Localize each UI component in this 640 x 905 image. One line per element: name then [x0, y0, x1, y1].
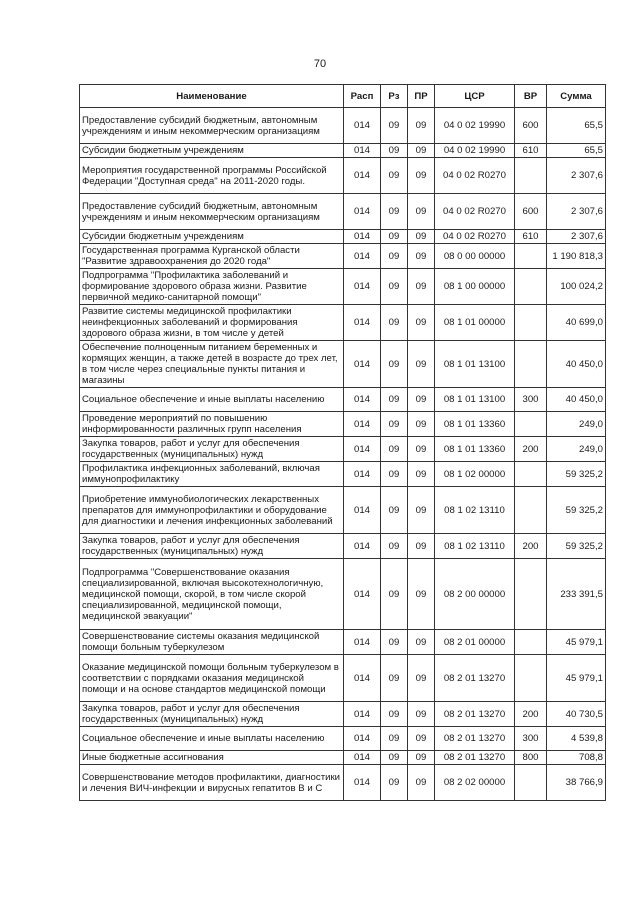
table-row	[80, 534, 606, 559]
table-cell-vr	[515, 630, 547, 655]
table-cell-vr: 610	[515, 144, 547, 158]
table-row	[80, 158, 606, 194]
column-header-vr: ВР	[515, 85, 547, 108]
table-cell-rz: 09	[381, 269, 408, 305]
table-cell-csr: 08 1 00 00000	[435, 269, 515, 305]
table-cell-sum: 708,8	[547, 751, 606, 765]
table-header-row	[80, 85, 606, 108]
table-cell-rz: 09	[381, 341, 408, 388]
table-cell-name: Предоставление субсидий бюджетным, автономным учреждениям и иным некоммерческим организациям	[80, 194, 344, 230]
table-cell-rz: 09	[381, 534, 408, 559]
table-cell-pr: 09	[408, 534, 435, 559]
table-cell-vr	[515, 158, 547, 194]
table-row	[80, 305, 606, 341]
table-cell-csr: 08 2 02 00000	[435, 765, 515, 801]
table-cell-csr: 04 0 02 R0270	[435, 158, 515, 194]
table-row	[80, 244, 606, 269]
table-cell-name: Субсидии бюджетным учреждениям	[80, 230, 344, 244]
table-cell-sum: 2 307,6	[547, 158, 606, 194]
table-cell-csr: 08 2 01 13270	[435, 727, 515, 751]
table-cell-vr	[515, 269, 547, 305]
page-number: 70	[313, 58, 327, 70]
table-cell-csr: 08 1 01 13100	[435, 388, 515, 412]
table-cell-rz: 09	[381, 765, 408, 801]
table-cell-pr: 09	[408, 194, 435, 230]
table-cell-rz: 09	[381, 194, 408, 230]
table-cell-pr: 09	[408, 144, 435, 158]
table-cell-vr: 200	[515, 534, 547, 559]
table-cell-vr	[515, 244, 547, 269]
table-cell-vr: 300	[515, 388, 547, 412]
table-row	[80, 269, 606, 305]
table-cell-rz: 09	[381, 108, 408, 144]
table-cell-sum: 65,5	[547, 144, 606, 158]
table-cell-rasp: 014	[344, 534, 381, 559]
table-cell-sum: 40 450,0	[547, 341, 606, 388]
table-cell-pr: 09	[408, 702, 435, 727]
table-cell-csr: 08 1 01 13100	[435, 341, 515, 388]
table-cell-rasp: 014	[344, 341, 381, 388]
column-header-csr: ЦСР	[435, 85, 515, 108]
table-cell-name: Закупка товаров, работ и услуг для обеспечения государственных (муниципальных) нужд	[80, 534, 344, 559]
table-cell-sum: 100 024,2	[547, 269, 606, 305]
table-cell-rz: 09	[381, 487, 408, 534]
column-header-rz: Рз	[381, 85, 408, 108]
table-cell-pr: 09	[408, 727, 435, 751]
table-cell-rz: 09	[381, 655, 408, 702]
table-cell-name: Развитие системы медицинской профилактики неинфекционных заболеваний и формирования здорового образа жизни, в том числе у детей	[80, 305, 344, 341]
table-cell-rz: 09	[381, 230, 408, 244]
table-cell-sum: 1 190 818,3	[547, 244, 606, 269]
table-cell-pr: 09	[408, 108, 435, 144]
table-cell-name: Профилактика инфекционных заболеваний, включая иммунопрофилактику	[80, 462, 344, 487]
table-cell-name: Предоставление субсидий бюджетным, автономным учреждениям и иным некоммерческим организациям	[80, 108, 344, 144]
table-cell-rasp: 014	[344, 462, 381, 487]
table-cell-rz: 09	[381, 751, 408, 765]
table-row	[80, 751, 606, 765]
table-cell-sum: 59 325,2	[547, 534, 606, 559]
table-cell-name: Закупка товаров, работ и услуг для обеспечения государственных (муниципальных) нужд	[80, 702, 344, 727]
table-row	[80, 559, 606, 630]
table-cell-name: Проведение мероприятий по повышению информированности различных групп населения	[80, 412, 344, 437]
table-cell-sum: 65,5	[547, 108, 606, 144]
table-cell-name: Иные бюджетные ассигнования	[80, 751, 344, 765]
table-cell-sum: 59 325,2	[547, 487, 606, 534]
table-cell-sum: 45 979,1	[547, 630, 606, 655]
table-row	[80, 765, 606, 801]
table-cell-sum: 59 325,2	[547, 462, 606, 487]
table-cell-pr: 09	[408, 269, 435, 305]
table-cell-rz: 09	[381, 244, 408, 269]
table-cell-rasp: 014	[344, 305, 381, 341]
table-cell-rz: 09	[381, 144, 408, 158]
table-cell-csr: 08 1 02 13110	[435, 487, 515, 534]
table-cell-rasp: 014	[344, 630, 381, 655]
table-cell-name: Субсидии бюджетным учреждениям	[80, 144, 344, 158]
table-cell-sum: 249,0	[547, 412, 606, 437]
table-cell-vr	[515, 487, 547, 534]
table-cell-csr: 04 0 02 19990	[435, 108, 515, 144]
table-cell-pr: 09	[408, 437, 435, 462]
table-cell-rz: 09	[381, 158, 408, 194]
table-cell-rasp: 014	[344, 269, 381, 305]
table-cell-rasp: 014	[344, 655, 381, 702]
table-row	[80, 487, 606, 534]
table-cell-vr: 600	[515, 194, 547, 230]
table-cell-rasp: 014	[344, 559, 381, 630]
table-cell-pr: 09	[408, 751, 435, 765]
table-cell-pr: 09	[408, 559, 435, 630]
table-cell-csr: 08 2 01 00000	[435, 630, 515, 655]
table-cell-sum: 249,0	[547, 437, 606, 462]
table-cell-vr	[515, 305, 547, 341]
column-header-sum: Сумма	[547, 85, 606, 108]
table-cell-pr: 09	[408, 388, 435, 412]
table-cell-vr	[515, 462, 547, 487]
table-row	[80, 702, 606, 727]
column-header-name: Наименование	[80, 85, 344, 108]
table-row	[80, 144, 606, 158]
table-cell-pr: 09	[408, 487, 435, 534]
table-cell-rasp: 014	[344, 194, 381, 230]
table-cell-name: Социальное обеспечение и иные выплаты населению	[80, 388, 344, 412]
table-row	[80, 437, 606, 462]
table-cell-csr: 08 2 00 00000	[435, 559, 515, 630]
table-cell-pr: 09	[408, 462, 435, 487]
table-cell-vr: 200	[515, 437, 547, 462]
table-row	[80, 341, 606, 388]
table-cell-vr	[515, 655, 547, 702]
table-cell-rasp: 014	[344, 727, 381, 751]
table-row	[80, 630, 606, 655]
table-cell-rz: 09	[381, 462, 408, 487]
table-cell-rasp: 014	[344, 388, 381, 412]
table-row	[80, 388, 606, 412]
table-cell-csr: 08 1 01 00000	[435, 305, 515, 341]
table-cell-vr: 300	[515, 727, 547, 751]
table-cell-csr: 08 2 01 13270	[435, 751, 515, 765]
table-cell-vr: 200	[515, 702, 547, 727]
table-cell-pr: 09	[408, 230, 435, 244]
table-cell-pr: 09	[408, 244, 435, 269]
table-cell-csr: 08 0 00 00000	[435, 244, 515, 269]
table-cell-vr: 610	[515, 230, 547, 244]
table-cell-csr: 08 1 02 00000	[435, 462, 515, 487]
table-cell-name: Совершенствование методов профилактики, диагностики и лечения ВИЧ-инфекции и вирусных гепатитов В и С	[80, 765, 344, 801]
table-cell-csr: 04 0 02 R0270	[435, 194, 515, 230]
table-cell-csr: 08 2 01 13270	[435, 702, 515, 727]
table-cell-rasp: 014	[344, 437, 381, 462]
table-row	[80, 727, 606, 751]
table-cell-rasp: 014	[344, 751, 381, 765]
table-cell-rz: 09	[381, 630, 408, 655]
table-cell-name: Совершенствование системы оказания медицинской помощи больным туберкулезом	[80, 630, 344, 655]
table-cell-rz: 09	[381, 437, 408, 462]
table-cell-rasp: 014	[344, 702, 381, 727]
table-cell-name: Мероприятия государственной программы Российской Федерации "Доступная среда" на 2011-2020 годы.	[80, 158, 344, 194]
table-cell-rasp: 014	[344, 144, 381, 158]
table-cell-name: Закупка товаров, работ и услуг для обеспечения государственных (муниципальных) нужд	[80, 437, 344, 462]
table-cell-sum: 40 699,0	[547, 305, 606, 341]
table-cell-rasp: 014	[344, 244, 381, 269]
table-cell-rz: 09	[381, 702, 408, 727]
table-cell-csr: 08 1 02 13110	[435, 534, 515, 559]
table-cell-rz: 09	[381, 559, 408, 630]
table-cell-pr: 09	[408, 341, 435, 388]
table-row	[80, 108, 606, 144]
table-row	[80, 655, 606, 702]
table-cell-rz: 09	[381, 305, 408, 341]
table-cell-sum: 2 307,6	[547, 194, 606, 230]
table-cell-rasp: 014	[344, 158, 381, 194]
table-cell-sum: 233 391,5	[547, 559, 606, 630]
table-cell-csr: 04 0 02 19990	[435, 144, 515, 158]
table-cell-pr: 09	[408, 305, 435, 341]
table-cell-rasp: 014	[344, 230, 381, 244]
table-cell-pr: 09	[408, 630, 435, 655]
table-cell-sum: 4 539,8	[547, 727, 606, 751]
table-cell-name: Обеспечение полноценным питанием беременных и кормящих женщин, а также детей в возрасте до трех лет, в том числе через специальные пункты питания и магазины	[80, 341, 344, 388]
table-cell-name: Приобретение иммунобиологических лекарственных препаратов для иммунопрофилактики и оборудование для диагностики и лечения инфекционных заболеваний	[80, 487, 344, 534]
table-row	[80, 412, 606, 437]
column-header-pr: ПР	[408, 85, 435, 108]
table-cell-vr	[515, 765, 547, 801]
table-cell-name: Подпрограмма "Совершенствование оказания специализированной, включая высокотехнологичную, медицинской помощи, скорой, в том числе скорой специализированной, медицинской помощи, медицинской эвакуации"	[80, 559, 344, 630]
table-cell-vr	[515, 341, 547, 388]
table-cell-vr	[515, 559, 547, 630]
table-cell-rasp: 014	[344, 108, 381, 144]
table-cell-rz: 09	[381, 388, 408, 412]
table-cell-csr: 04 0 02 R0270	[435, 230, 515, 244]
table-cell-sum: 40 450,0	[547, 388, 606, 412]
budget-table	[79, 84, 606, 801]
column-header-rasp: Расп	[344, 85, 381, 108]
table-row	[80, 230, 606, 244]
table-cell-pr: 09	[408, 412, 435, 437]
table-cell-rz: 09	[381, 727, 408, 751]
table-cell-csr: 08 1 01 13360	[435, 412, 515, 437]
table-cell-pr: 09	[408, 655, 435, 702]
table-cell-rz: 09	[381, 412, 408, 437]
table-cell-sum: 38 766,9	[547, 765, 606, 801]
table-cell-csr: 08 1 01 13360	[435, 437, 515, 462]
table-cell-rasp: 014	[344, 412, 381, 437]
table-cell-csr: 08 2 01 13270	[435, 655, 515, 702]
table-cell-rasp: 014	[344, 487, 381, 534]
table-cell-vr: 800	[515, 751, 547, 765]
table-cell-name: Подпрограмма "Профилактика заболеваний и формирование здорового образа жизни. Развитие первичной медико-санитарной помощи"	[80, 269, 344, 305]
table-cell-name: Оказание медицинской помощи больным туберкулезом в соответствии с порядками оказания медицинской помощи и на основе стандартов медицинской помощи	[80, 655, 344, 702]
table-cell-name: Социальное обеспечение и иные выплаты населению	[80, 727, 344, 751]
table-cell-pr: 09	[408, 158, 435, 194]
table-cell-sum: 2 307,6	[547, 230, 606, 244]
table-row	[80, 194, 606, 230]
table-cell-name: Государственная программа Курганской области "Развитие здравоохранения до 2020 года"	[80, 244, 344, 269]
table-cell-rasp: 014	[344, 765, 381, 801]
table-row	[80, 462, 606, 487]
table-cell-vr: 600	[515, 108, 547, 144]
table-body	[80, 108, 606, 801]
table-cell-sum: 40 730,5	[547, 702, 606, 727]
table-cell-sum: 45 979,1	[547, 655, 606, 702]
table-cell-vr	[515, 412, 547, 437]
table-cell-pr: 09	[408, 765, 435, 801]
